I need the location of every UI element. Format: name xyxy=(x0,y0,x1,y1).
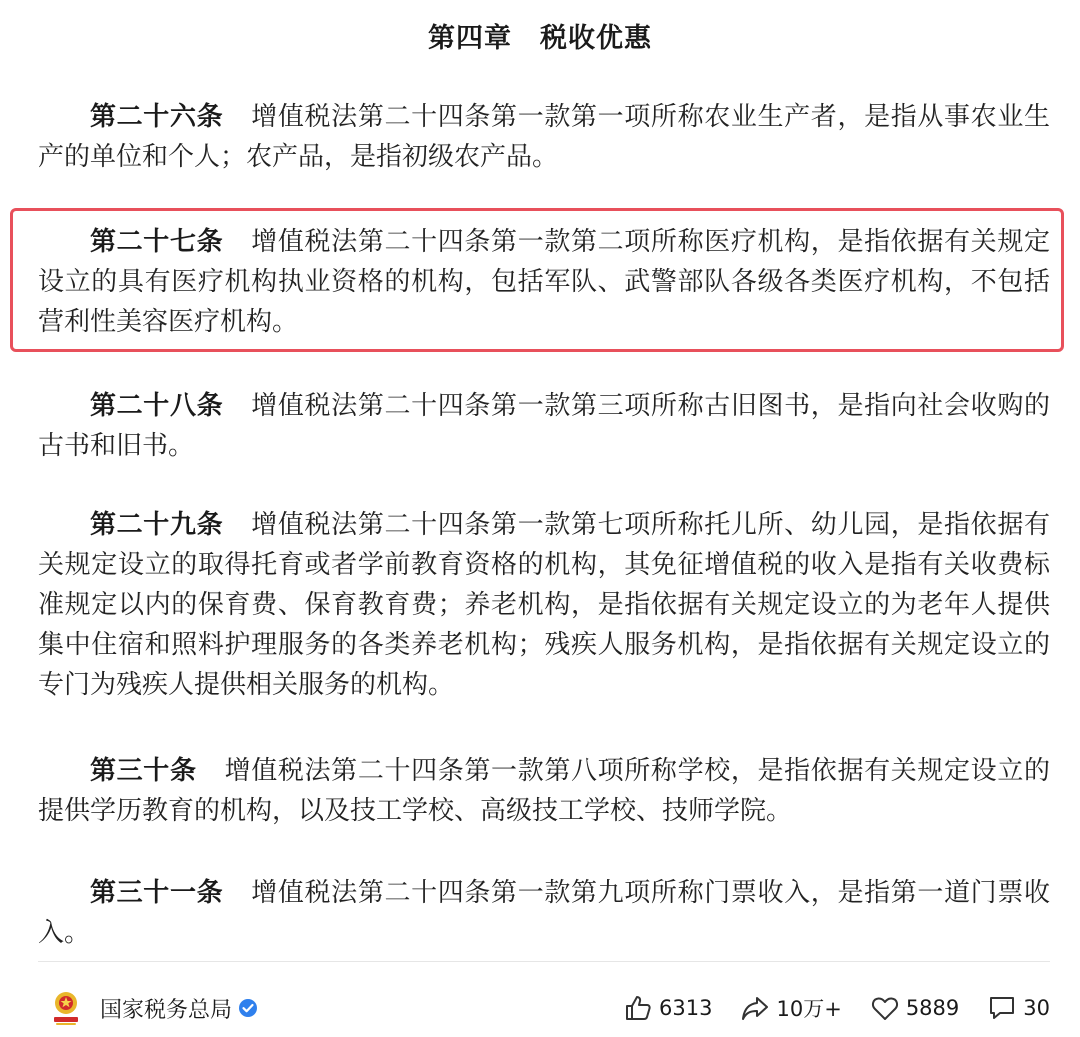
share-arrow-icon xyxy=(740,993,770,1023)
article-number: 第二十八条 xyxy=(90,391,224,421)
article-30 xyxy=(38,751,1050,831)
like-button[interactable] xyxy=(623,993,712,1023)
article-31 xyxy=(38,873,1050,953)
article-text: 增值税法第二十四条第一款第七项所称托儿所、幼儿园，是指依据有关规定设立的取得托育或者学前教育资格的机构，其免征增值税的收入是指有关收费标准规定以内的保育费、保育教育费；养老机构，是指依据有关规定设立的为老年人提供集中住宿和照料护理服务的各类养老机构；残疾人服务机构，是指依据有关规定设立的专门为残疾人提供相关服务的机构。 xyxy=(38,510,1050,700)
article-number: 第二十七条 xyxy=(90,227,224,257)
article-29 xyxy=(38,505,1050,705)
article-28 xyxy=(38,386,1050,466)
author-block[interactable] xyxy=(46,986,258,1030)
thumbs-up-icon xyxy=(623,993,653,1023)
article-26 xyxy=(38,97,1050,177)
article-number: 第三十一条 xyxy=(90,878,224,908)
chapter-title: 第四章 税收优惠 xyxy=(428,23,652,54)
heart-icon xyxy=(870,993,900,1023)
share-count: 10万+ xyxy=(776,997,842,1021)
tax-emblem-icon[interactable] xyxy=(46,988,86,1028)
article-number: 第二十九条 xyxy=(90,510,224,540)
favorite-count: 5889 xyxy=(905,996,960,1020)
favorite-button[interactable] xyxy=(870,993,959,1023)
author-name[interactable]: 国家税务总局 xyxy=(100,997,233,1023)
comment-button[interactable] xyxy=(987,993,1050,1023)
stats-bar xyxy=(623,986,1050,1030)
article-text: 增值税法第二十四条第一款第二项所称医疗机构，是指依据有关规定设立的具有医疗机构执业资格的机构，包括军队、武警部队各级各类医疗机构，不包括营利性美容医疗机构。 xyxy=(38,227,1050,337)
article-number: 第三十条 xyxy=(90,756,197,786)
highlight-box xyxy=(10,208,1064,352)
article-text: 增值税法第二十四条第一款第三项所称古旧图书，是指向社会收购的古书和旧书。 xyxy=(38,391,1050,461)
comment-count: 30 xyxy=(1023,996,1050,1020)
footer-divider xyxy=(38,961,1050,962)
comment-bubble-icon xyxy=(987,993,1017,1023)
article-text: 增值税法第二十四条第一款第八项所称学校，是指依据有关规定设立的提供学历教育的机构，以及技工学校、高级技工学校、技师学院。 xyxy=(38,756,1050,826)
article-text: 增值税法第二十四条第一款第一项所称农业生产者，是指从事农业生产的单位和个人；农产品，是指初级农产品。 xyxy=(38,102,1050,172)
share-button[interactable] xyxy=(740,993,841,1023)
like-count: 6313 xyxy=(659,996,713,1020)
verified-badge-icon xyxy=(238,998,258,1018)
article-number: 第二十六条 xyxy=(90,102,224,132)
post-footer xyxy=(38,984,1050,1030)
article-text: 增值税法第二十四条第一款第九项所称门票收入，是指第一道门票收入。 xyxy=(38,878,1050,948)
